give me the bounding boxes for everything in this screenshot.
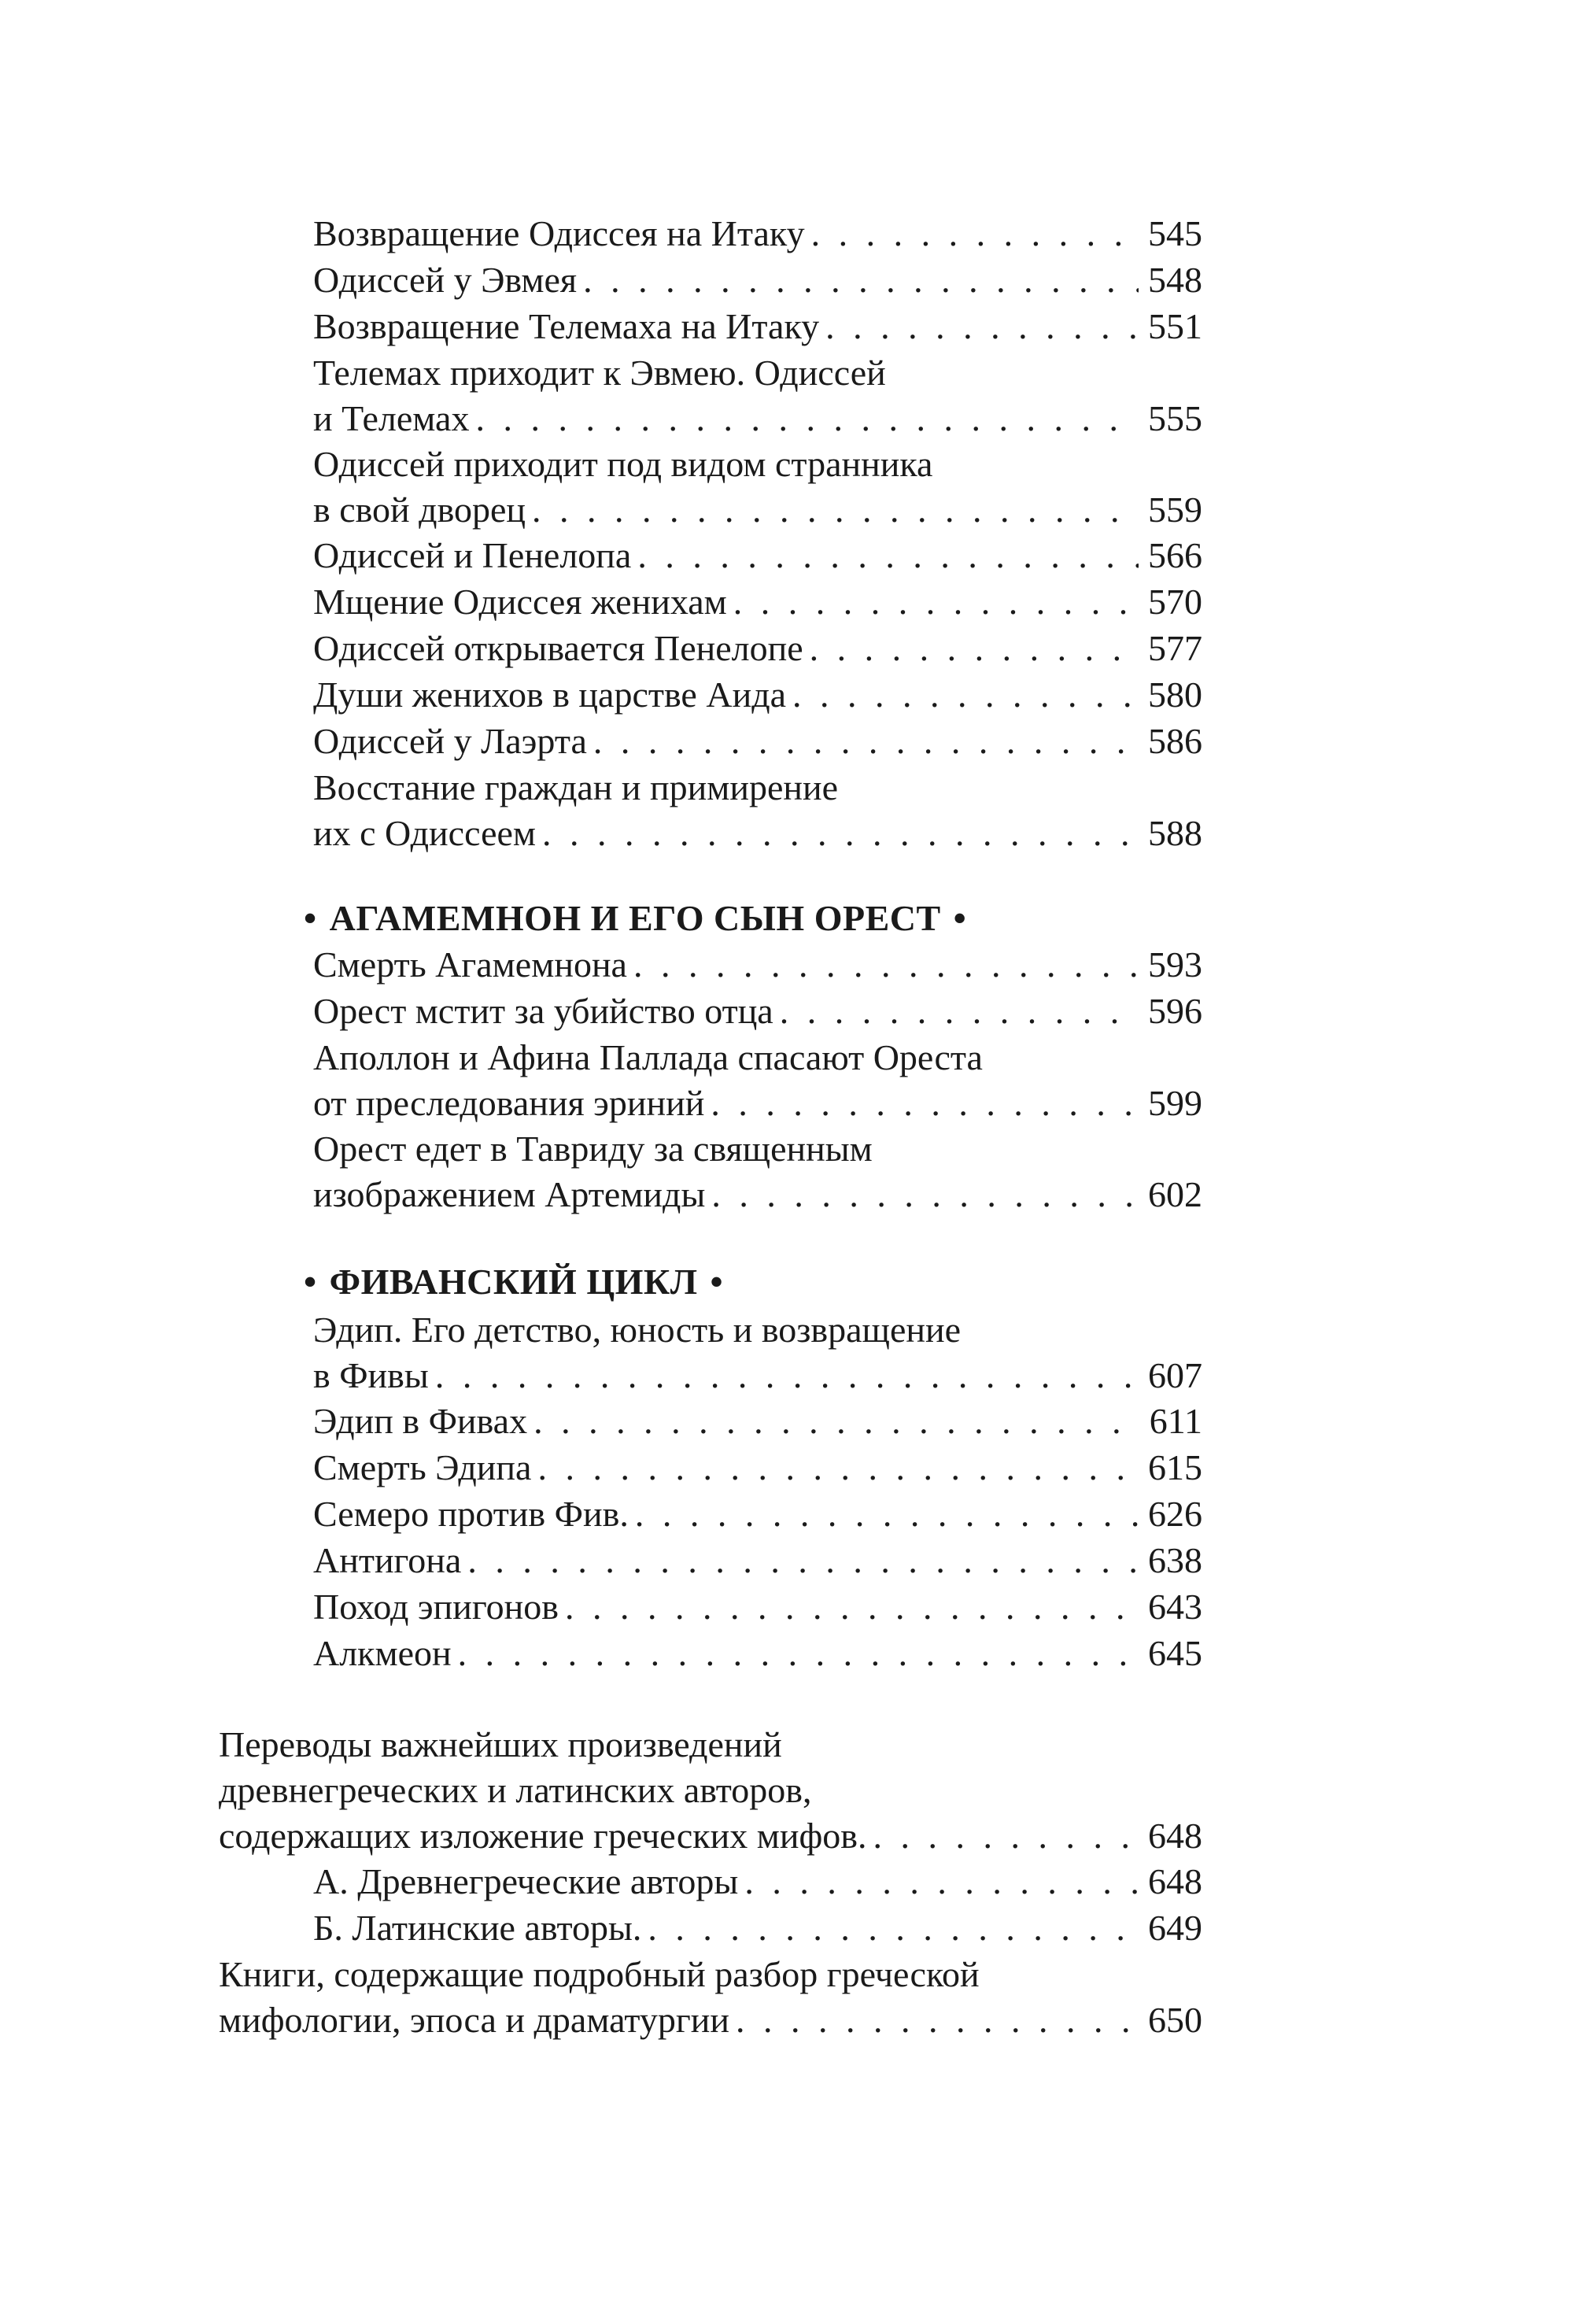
toc-page-number: 551 <box>1148 306 1202 346</box>
toc-page-number: 570 <box>1148 582 1202 622</box>
leader-dots <box>583 257 1139 303</box>
leader-dots <box>711 1172 1139 1217</box>
toc-entry <box>313 719 1202 764</box>
leader-dots <box>593 719 1139 764</box>
toc-page-number: 577 <box>1148 628 1202 668</box>
leader-dots <box>635 1491 1139 1537</box>
leader-dots <box>810 626 1139 671</box>
toc-entry-title: Семеро против Фив. <box>313 1494 629 1534</box>
toc-entry <box>313 211 1202 257</box>
toc-page-number: 545 <box>1148 213 1202 253</box>
toc-entry-title-line: Орест едет в Тавриду за священным <box>313 1129 873 1169</box>
toc-entry <box>313 1538 1202 1583</box>
toc-entry-title: Антигона <box>313 1540 462 1580</box>
toc-entry-title-line: от преследования эриний <box>313 1083 705 1123</box>
toc-page-number: 596 <box>1148 991 1202 1031</box>
toc-entry <box>313 672 1202 718</box>
toc-entry <box>313 942 1202 988</box>
toc-page-number: 649 <box>1148 1908 1202 1948</box>
leader-dots <box>873 1813 1139 1859</box>
toc-page-number: 599 <box>1148 1083 1202 1123</box>
toc-entry-title-line: в свой дворец <box>313 490 526 530</box>
toc-entry-title-line: изображением Артемиды <box>313 1174 706 1214</box>
leader-dots <box>532 487 1139 533</box>
leader-dots <box>633 942 1139 988</box>
toc-page-number: 615 <box>1148 1447 1202 1487</box>
toc-entry-title-line: Переводы важнейших произведений <box>219 1724 782 1764</box>
toc-entry-title-line: Аполлон и Афина Паллада спасают Ореста <box>313 1037 983 1077</box>
toc-entry-title: Орест мстит за убийство отца <box>313 991 773 1031</box>
leader-dots <box>733 579 1139 625</box>
toc-entry-title: Одиссей у Лаэрта <box>313 721 587 761</box>
toc-page-number: 638 <box>1148 1540 1202 1580</box>
toc-entry <box>313 1584 1202 1630</box>
toc-entry-title-line: Эдип. Его детство, юность и возвращение <box>313 1310 962 1350</box>
toc-entry-title: Б. Латинские авторы. <box>313 1908 642 1948</box>
toc-entry <box>313 1859 1202 1905</box>
toc-entry-title: Смерть Эдипа <box>313 1447 532 1487</box>
toc-entry-title-line: древнегреческих и латинских авторов, <box>219 1770 812 1810</box>
toc-entry <box>313 1491 1202 1537</box>
section-title: ФИВАНСКИЙ ЦИКЛ <box>329 1262 698 1302</box>
toc-entry <box>313 1905 1202 1951</box>
toc-page-number: 648 <box>1148 1861 1202 1901</box>
toc-entry-title: Смерть Агамемнона <box>313 944 627 985</box>
toc-entry <box>313 533 1202 578</box>
bullet-icon: • <box>710 1262 724 1302</box>
toc-entry <box>219 1952 1202 2043</box>
toc-entry <box>219 1722 1202 1859</box>
toc-entry-title: Одиссей и Пенелопа <box>313 535 632 575</box>
bullet-icon: • <box>304 898 317 938</box>
toc-page-number: 548 <box>1148 260 1202 300</box>
toc-page-number: 607 <box>1148 1355 1202 1395</box>
leader-dots <box>711 1081 1139 1126</box>
toc-entry-title-line: мифологии, эпоса и драматургии <box>219 2000 729 2040</box>
leader-dots <box>542 811 1139 856</box>
toc-page-number: 580 <box>1148 674 1202 715</box>
leader-dots <box>475 396 1139 442</box>
section-heading-agamemnon <box>291 896 979 941</box>
leader-dots <box>825 304 1139 349</box>
toc-entry <box>313 350 1202 442</box>
toc-entry <box>313 579 1202 625</box>
toc-page-number: 611 <box>1149 1401 1202 1441</box>
leader-dots <box>736 1997 1139 2043</box>
toc-entry <box>313 442 1202 533</box>
toc-entry-title: Возвращение Телемаха на Итаку <box>313 306 820 346</box>
toc-entry-title: Мщение Одиссея женихам <box>313 582 727 622</box>
toc-page-number: 593 <box>1148 944 1202 985</box>
leader-dots <box>792 672 1139 718</box>
toc-entry <box>313 304 1202 349</box>
toc-entry-title: Возвращение Одиссея на Итаку <box>313 213 805 253</box>
toc-entry-title-line: их с Одиссеем <box>313 813 537 853</box>
section-heading-thebes <box>291 1259 736 1305</box>
toc-entry-title-line: и Телемах <box>313 398 470 438</box>
bullet-icon: • <box>304 1262 317 1302</box>
toc-entry-title: Одиссей у Эвмея <box>313 260 578 300</box>
toc-entry <box>313 626 1202 671</box>
toc-page-number: 586 <box>1148 721 1202 761</box>
toc-entry <box>313 257 1202 303</box>
toc-entry-title-line: содержащих изложение греческих мифов. <box>219 1816 867 1856</box>
toc-entry <box>313 1631 1202 1676</box>
toc-page-number: 559 <box>1148 490 1202 530</box>
leader-dots <box>458 1631 1139 1676</box>
toc-entry <box>313 988 1202 1034</box>
toc-page-number: 626 <box>1148 1494 1202 1534</box>
leader-dots <box>637 533 1139 578</box>
leader-dots <box>467 1538 1139 1583</box>
toc-entry-title-line: Восстание граждан и примирение <box>313 767 839 807</box>
bullet-icon: • <box>953 898 967 938</box>
toc-entry <box>313 1307 1202 1398</box>
toc-entry-title-line: Книги, содержащие подробный разбор греческой <box>219 1954 980 1994</box>
toc-entry-title-line: Телемах приходит к Эвмею. Одиссей <box>313 353 886 393</box>
leader-dots <box>565 1584 1139 1630</box>
toc-entry-title: Одиссей открывается Пенелопе <box>313 628 803 668</box>
toc-page-number: 555 <box>1148 398 1202 438</box>
toc-entry <box>313 1126 1202 1217</box>
toc-entry-title: Поход эпигонов <box>313 1587 559 1627</box>
leader-dots <box>533 1398 1140 1444</box>
toc-page-number: 648 <box>1148 1816 1202 1856</box>
toc-entry-title-line: Одиссей приходит под видом странника <box>313 444 933 484</box>
toc-entry-title: Алкмеон <box>313 1633 452 1673</box>
leader-dots <box>780 988 1139 1034</box>
leader-dots <box>537 1445 1139 1491</box>
toc-entry-title: А. Древнегреческие авторы <box>313 1861 739 1901</box>
toc-page-number: 643 <box>1148 1587 1202 1627</box>
toc-page-number: 645 <box>1148 1633 1202 1673</box>
toc-entry-title: Души женихов в царстве Аида <box>313 674 787 715</box>
toc-entry <box>313 765 1202 856</box>
leader-dots <box>744 1859 1139 1905</box>
toc-entry-title-line: в Фивы <box>313 1355 429 1395</box>
toc-entry <box>313 1398 1202 1444</box>
toc-entry-title: Эдип в Фивах <box>313 1401 528 1441</box>
toc-page-number: 650 <box>1148 2000 1202 2040</box>
toc-page-number: 566 <box>1148 535 1202 575</box>
leader-dots <box>435 1353 1139 1398</box>
leader-dots <box>811 211 1139 257</box>
toc-entry <box>313 1445 1202 1491</box>
toc-page-number: 588 <box>1148 813 1202 853</box>
toc-page-number: 602 <box>1148 1174 1202 1214</box>
leader-dots <box>648 1905 1139 1951</box>
toc-entry <box>313 1035 1202 1126</box>
section-title: АГАМЕМНОН И ЕГО СЫН ОРЕСТ <box>329 898 941 938</box>
